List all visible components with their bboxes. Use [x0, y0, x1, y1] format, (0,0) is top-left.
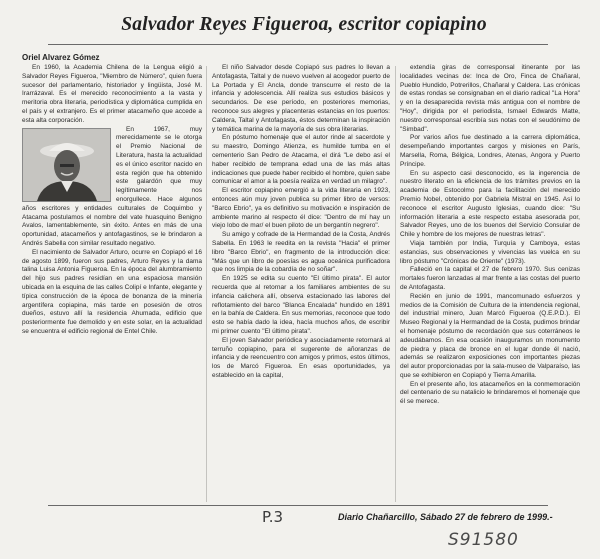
- paragraph: Falleció en la capital el 27 de febrero 1970. Sus cenizas mortales fueron lanzadas al mar frente a las costas del puerto de Antofagasta.: [400, 266, 580, 291]
- article-byline: Oriel Alvarez Gómez: [22, 53, 100, 62]
- article-title: Salvador Reyes Figueroa, escritor copiapino: [121, 14, 487, 35]
- paragraph: En póstumo homenaje que el autor rinde al sacerdote y su maestro, Domingo Atienza, es humilde tumba en el cementerio San Pedro de Atacama, el dirá "Le debo así el haber recibido de temprana edad una de las más altas indicaciones que puede haber recibido el hombre, quien sabe comunicar el amor a la poesía realiza en verdad un milagro".: [212, 134, 390, 186]
- paragraph: En 1960, la Academia Chilena de la Lengua eligió a Salvador Reyes Figueroa, "Miembro de Número", quien fuera sucesor del parlamentario, historiador y lingüista, José M. Irarrázaval. Es el merecido reconocimiento a la vasta y meritoria obra literaria, periodística y diplomática cumplida en el país y el extranjero. Es el primer atacameño que accede a esta alta corporación.: [22, 64, 202, 124]
- paragraph: Por varios años fue destinado a la carrera diplomática, desempeñando importantes cargos y misiones en París, Marsella, Roma, Bélgica, Londres, Atenas, Angora y Puerto Príncipe.: [400, 134, 580, 168]
- portrait-photo-icon: [22, 128, 111, 202]
- paragraph: El nacimiento de Salvador Arturo, ocurre en Copiapó el 16 de agosto 1899, fueron sus padres, Arturo Reyes y la dama talina Luisa Antonia Figueroa. En la época del alumbramiento del hijo sus padres residían en una espaciosa mansión ubicada en la esquina de las calles Colipí e Infante, elegante y típica construcción de la época de bonanza de la minería argentífera copiapina, más tarde en posesión de otros dueños, estuvo allí la residencia Ahumada, edificio que posteriormente fue demolido y en este solar, en la actualidad se encuentra el edificio regional de Entel Chile.: [22, 248, 202, 335]
- column-1: [22, 64, 202, 502]
- column-3: [400, 64, 580, 502]
- paragraph: El escritor copiapino emergió a la vida literaria en 1923, entonces aún muy joven publica su primer libro de versos: "Barco Ebrio", ya es definitivo su motivación e inspiración de ambiente marino al respecto él dice: "Dentro de mí hay un viejo lobo de mar/ el buen piloto de un bergantín negrero".: [212, 187, 390, 230]
- paragraph: En su aspecto casi desconocido, es la ingerencia de nuestro literato en la eficiencia de los trámites previos en la academia de Estocolmo para la facilitación del merecido Premio Nobel, obtenido por Gabriela Mistral en 1945. Así lo reconoce el escritor Augusto Iglesias, cuando dice: "Su información literaria a este respecto estaba asesorada por, Salvador Reyes, uno de los buenos del Servicio Consular de Chile y hombre de los mejores de nuestras letras".: [400, 169, 580, 239]
- paragraph: Viaja también por India, Turquía y Camboya, estas estancias, sus observaciones y vivencias las vuelca en su libro póstumo "Crónicas de Oriente" (1973).: [400, 239, 580, 265]
- column-divider: [395, 66, 396, 502]
- handwritten-archive-code: S91580: [448, 530, 519, 550]
- column-divider: [206, 66, 207, 502]
- paragraph: El joven Salvador periódica y asociadamente retornará al terruño copiapino, para el sugerente de añoranzas de infancia y de reencuentro con amigos y primos, estos últimos, los de Marcó Figueroa. En esas oportunidades, ya establecido en la capital,: [212, 336, 390, 379]
- paragraph: En 1925 se edita su cuento "El último pirata". El autor recuerda que al retornar a los familiares ambientes de su infancia calichera allí, observa estacionado las labores del reflotamiento del barco "Blanca Encalada" hundido en 1891 en la bahía de Caldera. En sus memorias, reconoce que todo esto se había dado la idea, hacía muchos años, de escribir mi primer cuento "El último pirata".: [212, 275, 390, 335]
- paragraph: En el presente año, los atacameños en la conmemoración del centenario de su natalicio le brindaremos el homenaje que él se merece.: [400, 380, 580, 406]
- handwritten-page-mark: P.3: [262, 508, 284, 526]
- source-line: Diario Chañarcillo, Sábado 27 de febrero de 1999.-: [338, 512, 553, 522]
- footer-rule: [48, 505, 548, 506]
- portrait-photo-drawing: [23, 129, 110, 201]
- paragraph: Su amigo y cofrade de la Hermandad de la Costa, Andrés Sabella. En 1963 le reedita en la revista "Hacia" el primer libro "Barco Ebrio", en fragmento de la introducción dice: "Más que un libro de poesías es agua oceánica purificadora que nos limpia de la cobardía de no soñar".: [212, 231, 390, 274]
- column-2: [212, 64, 390, 502]
- paragraph: El niño Salvador desde Copiapó sus padres lo llevan a Antofagasta, Taltal y de nuevo vuelven al acogedor puerto de La Portada y El Ancla, donde transcurre el resto de la infancia y adolescencia. Allí realiza sus estudios básicos y secundarios. De ese período, en posteriores memorias, reconoce sus alegres y placenteras estancias en los puertos: Caldera, Taltal y Antofagasta, éstos determinan la inspiración y temática marina de la mayoría de sus obra literarias.: [212, 64, 390, 133]
- paragraph: En 1967, muy merecidamente se le otorga el Premio Nacional de Literatura, hasta la actualidad es el único escritor nacido en esta región que ha obtenido este galardón que muy legítimamente nos enorgullece. Hace algunos años escritores y entidades culturales de Coquimbo y Atacama postulamos el nombre del vate huasquino Benigno Avalos, lamentablemente, sin éxito. Antes en más de una oportunidad, atacameños y antofagastinos, se le brindaron a Andrés Sabella con similar resultado negativo.: [22, 125, 202, 247]
- title-rule: [48, 44, 548, 45]
- paragraph: extendía giras de corresponsal itinerante por las localidades vecinas de: Inca de Oro, Finca de Chañaral, Pueblo Hundido, Potrerillos, Chañaral y Caldera. Las crónicas de estas rondas se consignaban en el diario radical "La Hora" y en la desaparecida revista más antigua con el nombre de "Hoy", dirigida por el periodista, Ismael Edwards Matte, nuestro corresponsal escribía sus notas con el seudónimo de "Simbad".: [400, 64, 580, 133]
- paragraph: Recién en junio de 1991, mancomunado esfuerzos y medios de la Comisión de Cultura de la intendencia regional, del industrial minero, Juan Marcó Figueroa (Q.E.P.D.). El Museo Regional y la Hermandad de la Costa, pudimos brindar el homenaje póstumo de recordación que sus coterráneos le adeudábamos. En esa ocasión inauguramos un monumento de piedra y placa de bronce en el lugar donde él nació, además se realizaron exposiciones con importantes piezas del autor proporcionadas por la sala-museo de Valparaíso, las que se exhibieron en Copiapó y Tierra Amarilla.: [400, 292, 580, 379]
